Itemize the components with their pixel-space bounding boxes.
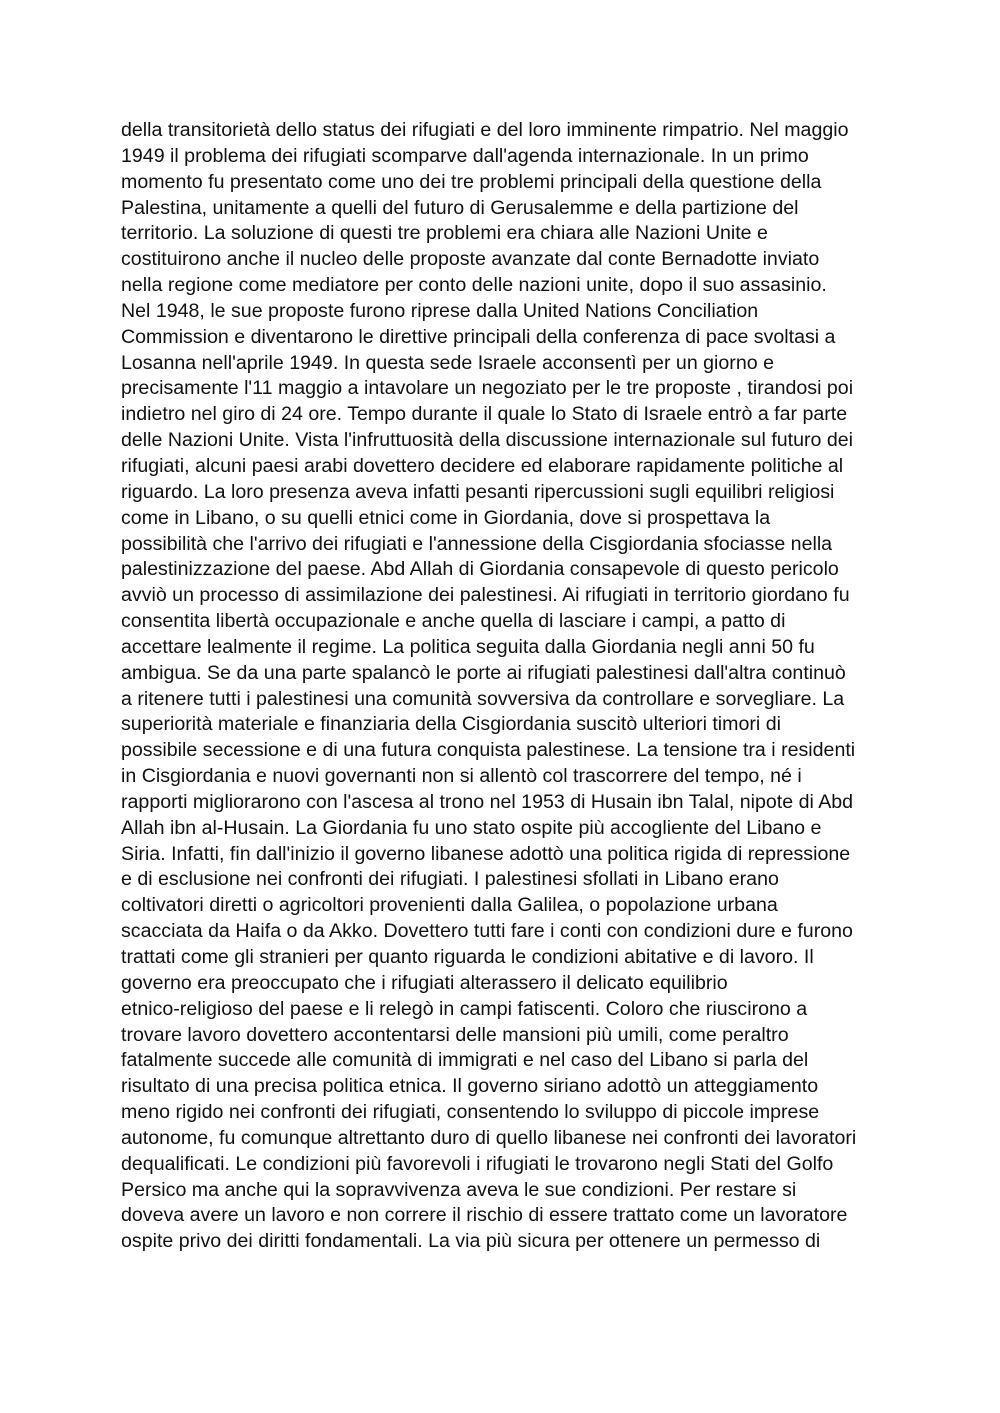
text-line: come in Libano, o su quelli etnici come in Giordania, dove si prospettava la (121, 506, 771, 529)
text-line: territorio. La soluzione di questi tre problemi era chiara alle Nazioni Unite e (121, 222, 768, 245)
text-line: fatalmente succede alle comunità di immigrati e nel caso del Libano si parla del (121, 1049, 809, 1072)
text-line: nella regione come mediatore per conto delle nazioni unite, dopo il suo assasinio. (121, 274, 827, 297)
text-line: coltivatori diretti o agricoltori provenienti dalla Galilea, o popolazione urbana (121, 894, 778, 917)
text-line: delle Nazioni Unite. Vista l'infruttuosità della discussione internazionale sul futuro dei (121, 429, 854, 452)
text-line: rapporti migliorarono con l'ascesa al trono nel 1953 di Husain ibn Talal, nipote di Abd (121, 790, 854, 813)
text-line: trovare lavoro dovettero accontentarsi delle mansioni più umili, come peraltro (121, 1023, 789, 1046)
text-line: etnico-religioso del paese e li relegò in campi fatiscenti. Coloro che riuscirono a (121, 997, 808, 1020)
text-line: dequalificati. Le condizioni più favorevoli i rifugiati le trovarono negli Stati del Golfo (121, 1152, 834, 1175)
text-line: Commission e diventarono le direttive principali della conferenza di pace svoltasi a (121, 325, 836, 348)
text-line: ambigua. Se da una parte spalancò le porte ai rifugiati palestinesi dall'altra continuò (121, 661, 846, 684)
text-line: palestinizzazione del paese. Abd Allah di Giordania consapevole di questo pericolo (121, 558, 839, 581)
text-line: meno rigido nei confronti dei rifugiati, consentendo lo sviluppo di piccole imprese (121, 1101, 820, 1124)
text-line: Palestina, unitamente a quelli del futuro di Gerusalemme e della partizione del (121, 196, 799, 219)
text-line: momento fu presentato come uno dei tre problemi principali della questione della (121, 170, 822, 193)
text-line: rifugiati, alcuni paesi arabi dovettero decidere ed elaborare rapidamente politiche al (121, 454, 844, 477)
text-line: governo era preoccupato che i rifugiati alterassero il delicato equilibrio (121, 971, 728, 994)
text-line: a ritenere tutti i palestinesi una comunità sovversiva da controllare e sorvegliare. La (121, 687, 845, 710)
text-line: doveva avere un lavoro e non correre il rischio di essere trattato come un lavoratore (121, 1204, 848, 1227)
text-line: ospite privo dei diritti fondamentali. La via più sicura per ottenere un permesso di (121, 1230, 821, 1253)
text-line: Siria. Infatti, fin dall'inizio il governo libanese adottò una politica rigida di repressione (121, 842, 851, 865)
text-line: accettare lealmente il regime. La politica seguita dalla Giordania negli anni 50 fu (121, 635, 815, 658)
text-line: Persico ma anche qui la sopravvivenza aveva le sue condizioni. Per restare si (121, 1178, 797, 1201)
text-line: Allah ibn al-Husain. La Giordania fu uno stato ospite più accogliente del Libano e (121, 816, 822, 839)
text-line: 1949 il problema dei rifugiati scomparve dall'agenda internazionale. In un primo (121, 144, 809, 167)
text-line: risultato di una precisa politica etnica. Il governo siriano adottò un atteggiamento (121, 1075, 819, 1098)
text-line: e di esclusione nei confronti dei rifugiati. I palestinesi sfollati in Libano erano (121, 868, 779, 891)
text-line: avviò un processo di assimilazione dei palestinesi. Ai rifugiati in territorio giordano fu (121, 584, 850, 607)
text-line: possibile secessione e di una futura conquista palestinese. La tensione tra i residenti (121, 739, 856, 762)
text-line: possibilità che l'arrivo dei rifugiati e l'annessione della Cisgiordania sfociasse nella (121, 532, 833, 555)
text-line: costituirono anche il nucleo delle proposte avanzate dal conte Bernadotte inviato (121, 248, 820, 271)
text-line: Losanna nell'aprile 1949. In questa sede Israele acconsentì per un giorno e (121, 351, 774, 374)
text-line: trattati come gli stranieri per quanto riguarda le condizioni abitative e di lavoro. Il (121, 946, 814, 968)
text-line: Nel 1948, le sue proposte furono riprese dalla United Nations Conciliation (121, 299, 759, 322)
text-line: consentita libertà occupazionale e anche quella di lasciare i campi, a patto di (121, 610, 786, 633)
text-line: riguardo. La loro presenza aveva infatti pesanti ripercussioni sugli equilibri religiosi (121, 480, 835, 503)
text-line: superiorità materiale e finanziaria della Cisgiordania suscitò ulteriori timori di (121, 713, 781, 736)
text-line: scacciata da Haifa o da Akko. Dovettero tutti fare i conti con condizioni dure e furono (121, 920, 853, 943)
text-line: in Cisgiordania e nuovi governanti non si allentò col trascorrere del tempo, né i (121, 765, 802, 788)
text-line: della transitorietà dello status dei rifugiati e del loro imminente rimpatrio. Nel maggio (121, 119, 849, 141)
body-paragraph (121, 118, 901, 1255)
text-line: autonome, fu comunque altrettanto duro di quello libanese nei confronti dei lavoratori (121, 1126, 857, 1149)
text-line: precisamente l'11 maggio a intavolare un negoziato per le tre proposte , tirandosi poi (121, 377, 854, 400)
text-line: indietro nel giro di 24 ore. Tempo durante il quale lo Stato di Israele entrò a far parte (121, 403, 848, 426)
